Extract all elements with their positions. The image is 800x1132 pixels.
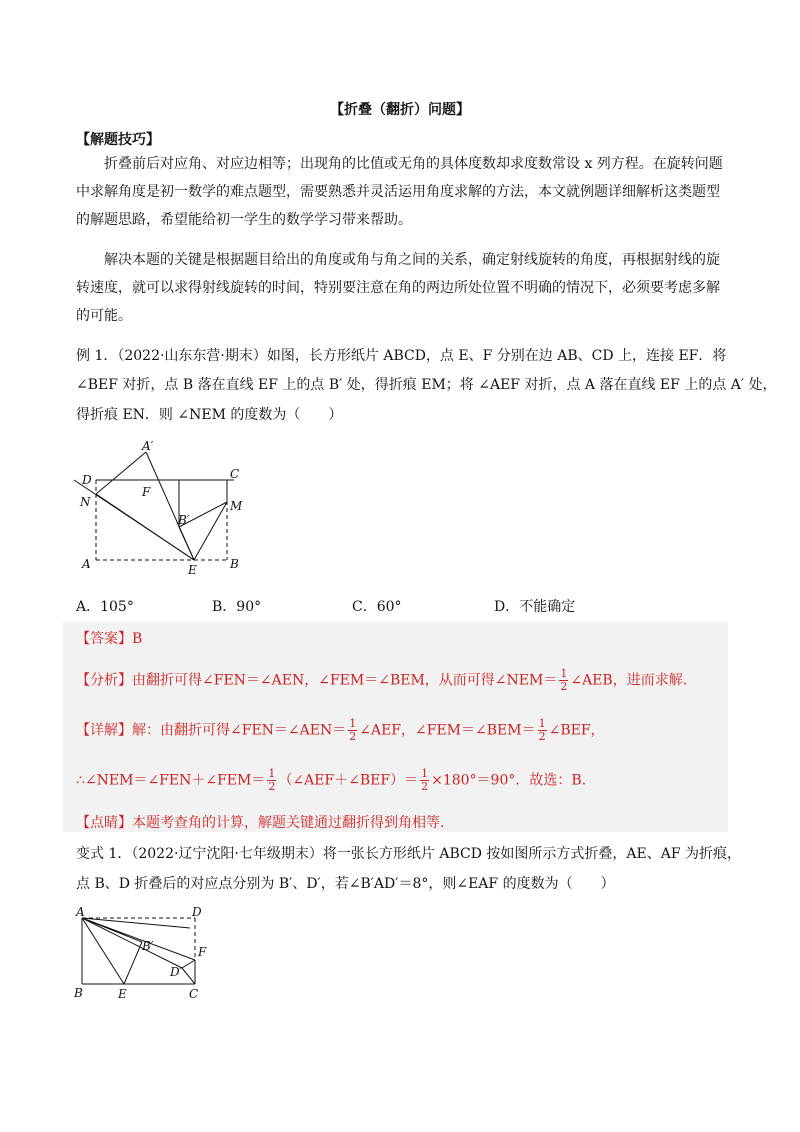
example1-line1: 例 1．（2022·山东东营·期末）如图，长方形纸片 ABCD，点 E、F 分别在边 AB、CD 上，连接 EF．将 xyxy=(76,348,727,364)
fig1-label-d: D xyxy=(82,473,92,487)
fig1-label-f: F xyxy=(142,485,151,499)
example1-line2: ∠BEF 对折，点 B 落在直线 EF 上的点 B′ 处，得折痕 EM；将 ∠AEF 对折，点 A 落在直线 EF 上的点 A′ 处， xyxy=(76,377,777,393)
example1-figure xyxy=(72,440,252,580)
calc-line xyxy=(76,768,586,793)
option-c[interactable]: C．60° xyxy=(352,599,402,615)
detail-text-post: ∠BEF， xyxy=(548,722,605,739)
intro-paragraph-1: 折叠前后对应角、对应边相等；出现角的比值或无角的具体度数却求度数常设 x 列方程。在旋转问题中求解角度是初一数学的难点题型，需要熟悉并灵活运用角度求解的方法，本文就例题详细解析这类题型的解题思路，希望能给初一学生的数学学习带来帮助。 xyxy=(76,156,723,228)
fig2-label-c: C xyxy=(189,987,199,1001)
fraction-half: $\frac{1}{2}$ xyxy=(538,717,546,743)
answer-line: 【答案】B xyxy=(76,631,143,647)
option-a[interactable]: A．105° xyxy=(76,599,134,615)
fig1-label-c: C xyxy=(230,467,240,481)
fraction-half: $\frac{1}{2}$ xyxy=(560,667,568,693)
fraction-half: $\frac{1}{2}$ xyxy=(349,717,357,743)
fraction-half: $\frac{1}{2}$ xyxy=(421,767,429,793)
section-heading: 【解题技巧】 xyxy=(76,132,160,148)
option-b[interactable]: B．90° xyxy=(212,599,262,615)
fig1-label-a: A xyxy=(82,557,91,571)
detail-line xyxy=(76,718,605,743)
variant1-figure xyxy=(72,904,222,1004)
calc-text-mid: （∠AEF＋∠BEF）＝ xyxy=(278,772,419,789)
fig1-label-m: M xyxy=(230,499,243,513)
fig2-label-f: F xyxy=(198,945,207,959)
example1-line3: 得折痕 EN．则 ∠NEM 的度数为（ ） xyxy=(76,407,343,423)
option-d[interactable]: D．不能确定 xyxy=(494,599,576,615)
analysis-line xyxy=(76,668,687,693)
page-title: 【折叠（翻折）问题】 xyxy=(330,102,470,118)
detail-text-mid: ∠AEF，∠FEM＝∠BEM＝ xyxy=(359,722,536,739)
fig2-label-d: D xyxy=(192,905,202,919)
detail-text-pre: 【详解】解：由翻折可得∠FEN＝∠AEN＝ xyxy=(76,722,347,739)
variant1-line2: 点 B、D 折叠后的对应点分别为 B′、D′，若∠B′AD′＝8°，则∠EAF 的度数为（ ） xyxy=(76,876,615,892)
fig1-label-a-prime: A′ xyxy=(142,440,154,453)
fig2-label-b-prime: B′ xyxy=(142,939,154,953)
fig2-label-b: B xyxy=(74,986,83,1000)
fig1-label-n: N xyxy=(80,495,91,509)
variant1-line1: 变式 1．（2022·辽宁沈阳·七年级期末）将一张长方形纸片 ABCD 按如图所示方式折叠，AE、AF 为折痕， xyxy=(76,846,741,862)
fig2-label-a: A xyxy=(76,905,85,919)
analysis-text-post: ∠AEB，进而求解. xyxy=(570,672,688,689)
intro-paragraph-2: 解决本题的关键是根据题目给出的角度或角与角之间的关系，确定射线旋转的角度，再根据射线的旋转速度，就可以求得射线旋转的时间，特别要注意在角的两边所处位置不明确的情况下，必须要考虑多解的可能。 xyxy=(76,252,720,324)
fig1-label-b-prime: B′ xyxy=(178,513,190,527)
calc-text-pre: ∴∠NEM＝∠FEN＋∠FEM＝ xyxy=(76,772,266,789)
calc-text-post: ×180°＝90°．故选：B. xyxy=(431,772,587,789)
fig2-label-e: E xyxy=(118,987,127,1001)
fig1-label-e: E xyxy=(188,563,197,577)
comment-line: 【点睛】本题考查角的计算，解题关键通过翻折得到角相等. xyxy=(76,815,445,831)
fig1-label-b: B xyxy=(230,557,239,571)
fraction-half: $\frac{1}{2}$ xyxy=(268,767,276,793)
fig2-label-d-prime: D′ xyxy=(170,965,183,979)
analysis-text-pre: 【分析】由翻折可得∠FEN＝∠AEN，∠FEM＝∠BEM，从而可得∠NEM＝ xyxy=(76,672,558,689)
